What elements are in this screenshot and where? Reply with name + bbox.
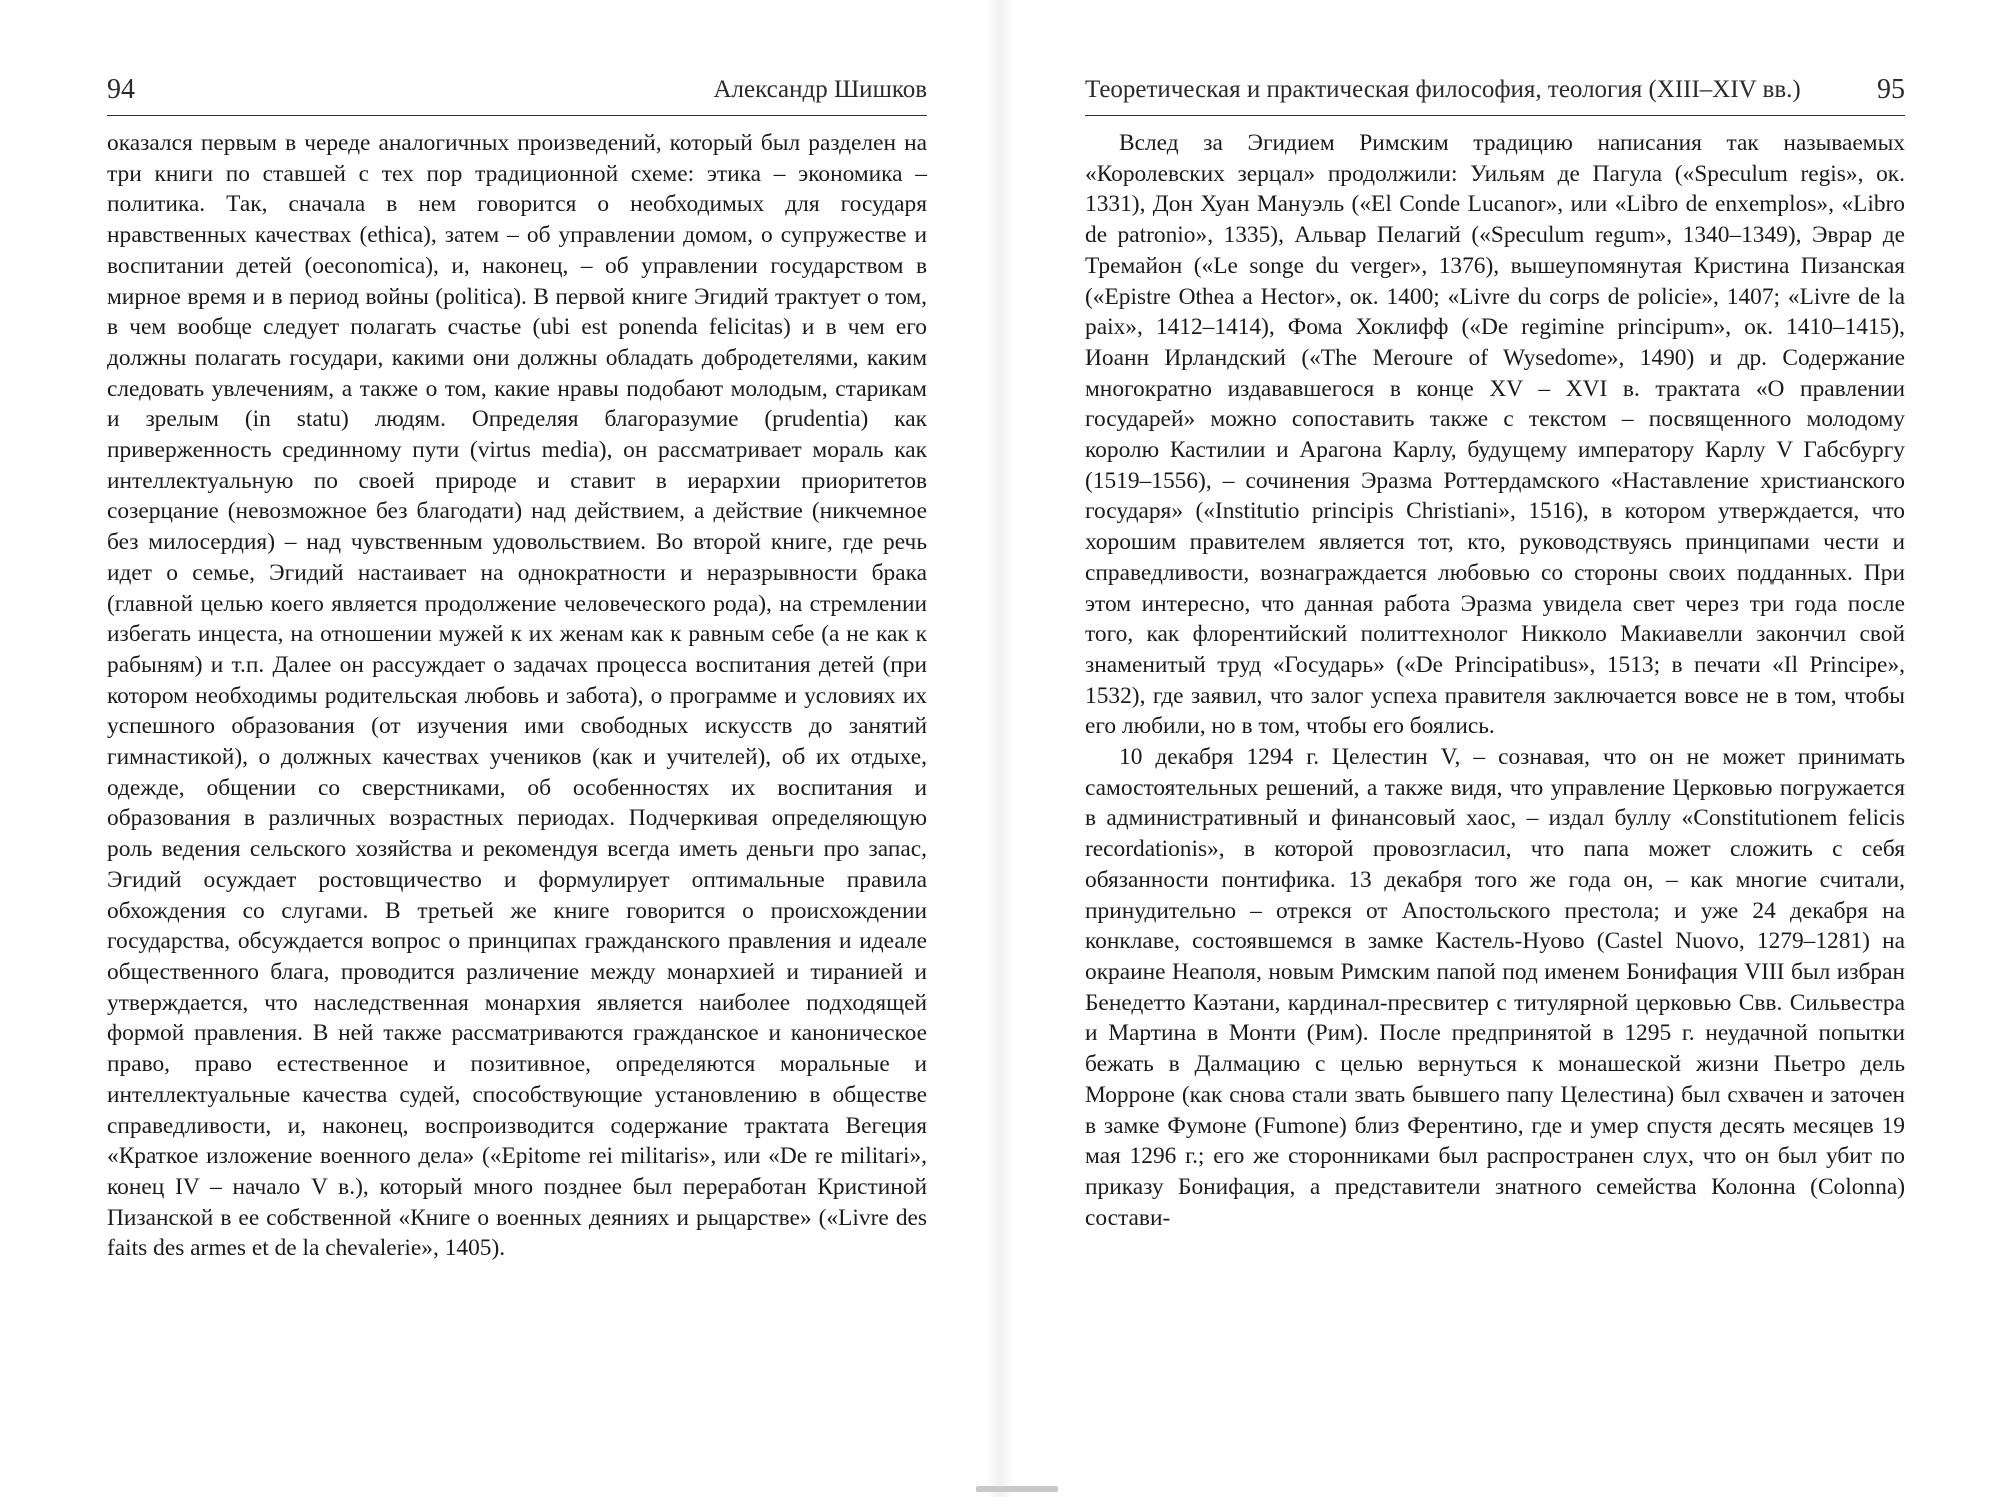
body-paragraph: Вслед за Эгидием Римским традицию написания так называемых «Королевских зерцал» продолжили: Уильям де Пагула («Speculum regis», ок. 1331), Дон Хуан Мануэль («El Conde Lucanor», или «Libro de enxemplos», «Libro de patronio», 1335), Альвар Пелагий («Speculum regum», 1340–1349), Эврар де Тремайон («Le songe du verger», 1376), вышеупомянутая Кристина Пизанская («Epistre Othea a Hector», ок. 1400; «Livre du corps de policie», 1407; «Livre de la paix», 1412–1414), Фома Хоклифф («De regimine principum», ок. 1410–1415), Иоанн Ирландский («The Meroure of Wysedome», 1490) и др. Содержание многократно издававшегося в конце XV – XVI в. трактата «О правлении государей» можно сопоставить также с текстом – посвященного молодому королю Кастилии и Арагона Карлу, будущему императору Карлу V Габсбургу (1519–1556), – сочинения Эразма Роттердамского «Наставление христианского государя» («Institutio principis Christiani», 1516), в котором утверждается, что хорошим правителем является тот, кто, руководствуясь принципами чести и справедливости, вознаграждается любовью со стороны своих подданных. При этом интересно, что данная работа Эразма увидела свет через три года после того, как флорентийский политтехнолог Никколо Макиавелли закончил свой знаменитый труд «Государь» («De Principatibus», 1513; в печати «Il Principe», 1532), где заявил, что залог успеха правителя заключается вовсе не в том, чтобы его любили, но в том, чтобы его боялись. <box>1085 130 1905 740</box>
body-paragraph: 10 декабря 1294 г. Целестин V, – сознавая, что он не может принимать самостоятельных решений, а также видя, что управление Церковью погружается в административный и финансовый хаос, – издал буллу «Constitutionem felicis recordationis», в которой провозгласил, что папа может сложить с себя обязанности понтифика. 13 декабря того же года он, – как многие считали, принудительно – отрекся от Апостольского престола; и уже 24 декабря на конклаве, состоявшемся в замке Кастель-Нуово (Castel Nuovo, 1279–1281) на окраине Неаполя, новым Римским папой под именем Бонифация VIII был избран Бенедетто Каэтани, кардинал-пресвитер с титулярной церковью Свв. Сильвестра и Мартина в Монти (Рим). После предпринятой в 1295 г. неудачной попытки бежать в Далмацию с целью вернуться к монашеской жизни Пьетро дель Морроне (как снова стали звать бывшего папу Целестина) был схвачен и заточен в замке Фумоне (Fumone) близ Ферентино, где и умер спустя десять месяцев 19 мая 1296 г.; его же сторонниками был распространен слух, что он был убит по приказу Бонифация, а представители знатного семейства Колонна (Colonna) состави- <box>1085 744 1905 1231</box>
page-number: 94 <box>107 74 135 105</box>
body-paragraph: оказался первым в череде аналогичных произведений, который был разделен на три книги по ставшей с тех пор традиционной схеме: этика – экономика – политика. Так, сначала в нем говорится о необходимых для государя нравственных качествах (ethica), затем – об управлении домом, о супружестве и воспитании детей (oeconomica), и, наконец, – об управлении государством в мирное время и в период войны (politica). В первой книге Эгидий трактует о том, в чем вообще следует полагать счастье (ubi est ponenda felicitas) и в чем его должны полагать государи, какими они должны обладать добродетелями, каким следовать увлечениям, а также о том, какие нравы подобают молодым, старикам и зрелым (in statu) людям. Определяя благоразумие (prudentia) как приверженность срединному пути (virtus media), он рассматривает мораль как интеллектуальную по своей природе и ставит в иерархии приоритетов созерцание (невозможное без благодати) над действием, а действие (никчемное без милосердия) – над чувственным удовольствием. Во второй книге, где речь идет о семье, Эгидий настаивает на однократности и неразрывности брака (главной целью коего является продолжение человеческого рода), на стремлении избегать инцеста, на отношении мужей к их женам как к равным себе (а не как к рабыням) и т.п. Далее он рассуждает о задачах процесса воспитания детей (при котором необходимы родительская любовь и забота), о программе и условиях их успешного образования (от изучения ими свободных искусств до занятий гимнастикой), о должных качествах учеников (как и учителей), об их отдыхе, одежде, общении со сверстниками, об особенностях их воспитания и образования в различных возрастных периодах. Подчеркивая определяющую роль ведения сельского хозяйства и рекомендуя всегда иметь деньги про запас, Эгидий осуждает ростовщичество и формулирует оптимальные правила обхождения со слугами. В третьей же книге говорится о происхождении государства, обсуждается вопрос о принципах гражданского правления и идеале общественного блага, проводится различение между монархией и тиранией и утверждается, что наследственная монархия является наиболее подходящей формой правления. В ней также рассматриваются гражданское и каноническое право, право естественное и позитивное, определяются моральные и интеллектуальные качества судей, способствующие установлению в обществе справедливости, и, наконец, воспроизводится содержание трактата Вегеция «Краткое изложение военного дела» («Epitome rei militaris», или «De re militari», конец IV – начало V в.), который много позднее был переработан Кристиной Пизанской в ее собственной «Книге о военных деяниях и рыцарстве» («Livre des faits des armes et de la chevalerie», 1405). <box>107 130 927 1262</box>
running-head: Теоретическая и практическая философия, теология (XIII–XIV вв.) <box>1085 76 1801 103</box>
left-page-body <box>107 128 927 1264</box>
right-page-header <box>1085 74 1905 114</box>
left-page <box>0 0 985 1497</box>
header-rule <box>107 115 927 116</box>
running-head: Александр Шишков <box>713 76 927 103</box>
book-gutter <box>985 0 1015 1497</box>
right-page <box>1015 0 2000 1497</box>
right-page-body <box>1085 128 1905 1233</box>
header-rule <box>1085 115 1905 116</box>
page-number: 95 <box>1877 74 1905 105</box>
scan-edge-mark <box>976 1486 1058 1492</box>
left-page-header <box>107 74 927 114</box>
